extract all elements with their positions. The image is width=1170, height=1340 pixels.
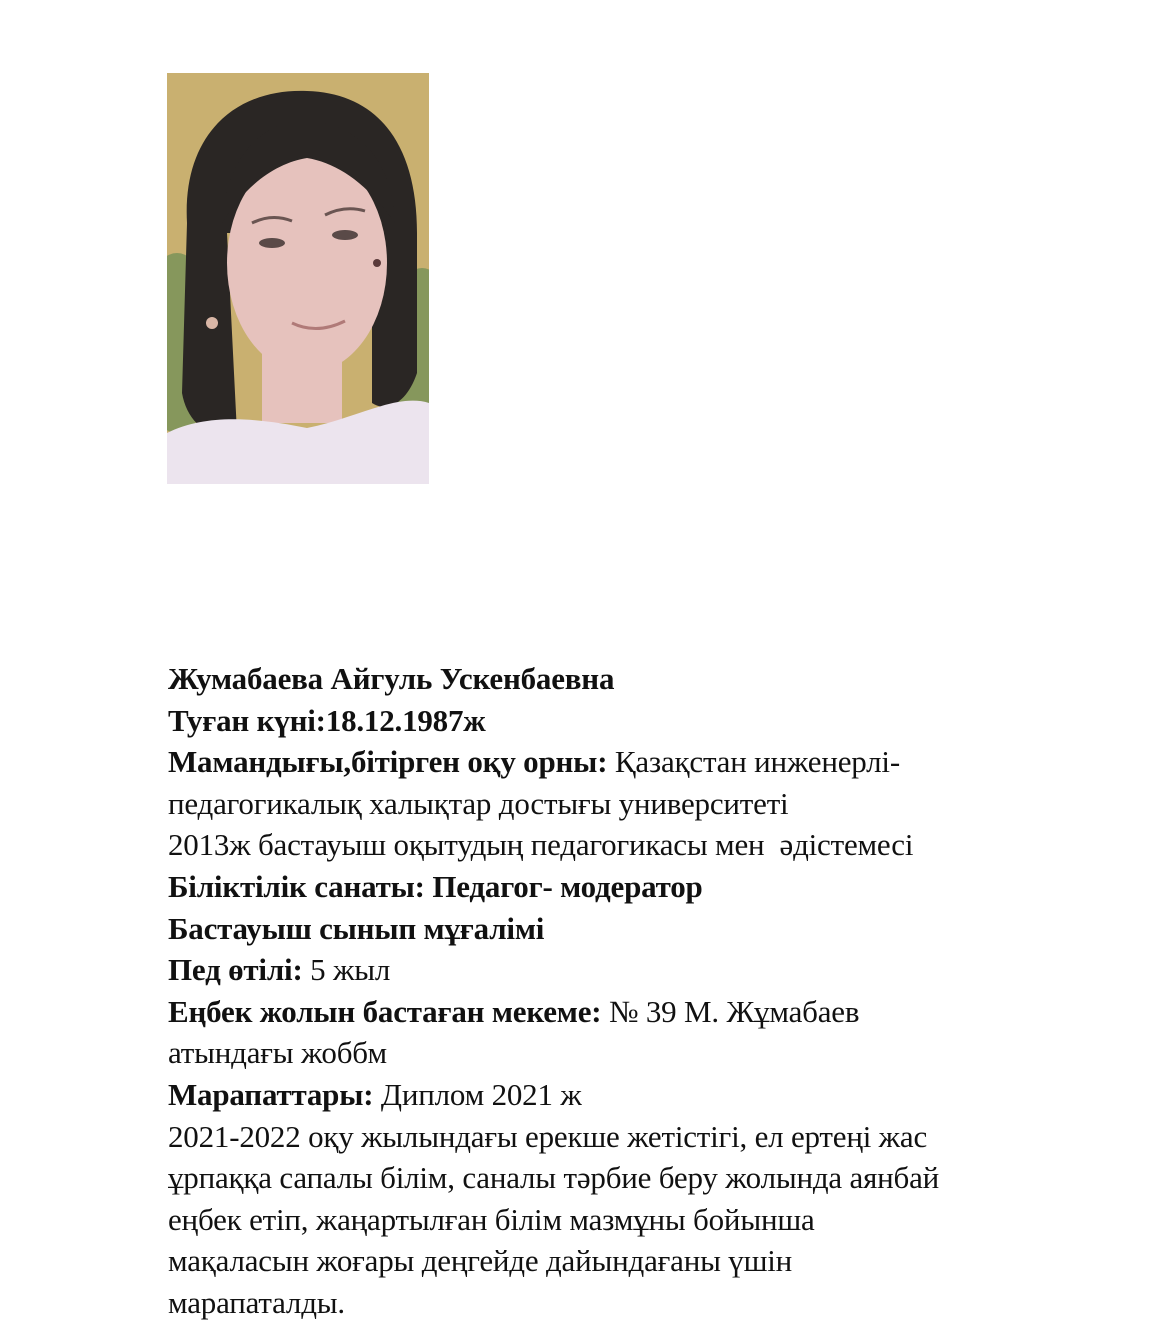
awards-value: Диплом 2021 ж (373, 1076, 582, 1112)
awards-text-line-3: еңбек етіп, жаңартылған білім мазмұны бойынша (168, 1201, 815, 1237)
awards-text-line-1: 2021-2022 оқу жылындағы ерекше жетістігі, ел ертеңі жас (168, 1118, 928, 1154)
education-value-line-3: 2013ж бастауыш оқытудың педагогикасы мен әдістемесі (168, 827, 914, 863)
birth-date-label: Туған күні: (168, 702, 326, 738)
awards-label: Марапаттары: (168, 1076, 374, 1112)
experience-label: Пед өтілі: (168, 952, 303, 988)
experience-value: 5 жыл (302, 952, 391, 988)
photo-right-eye (332, 230, 358, 240)
awards-text-line-2: ұрпаққа сапалы білім, саналы тәрбие беру жолында аянбай (168, 1160, 940, 1196)
birth-date-row (168, 700, 1128, 742)
profile-info (168, 658, 1128, 1324)
full-name: Жумабаева Айгуль Ускенбаевна (168, 661, 615, 696)
birth-date-value: 18.12.1987ж (325, 702, 486, 738)
portrait-image (167, 73, 429, 484)
photo-earring (206, 317, 218, 329)
photo-mole (373, 259, 381, 267)
education-value-line-2: педагогикалық халықтар достығы университеті (168, 785, 789, 821)
first-workplace-label: Еңбек жолын бастаған мекеме: (168, 993, 602, 1029)
experience-row (168, 949, 1128, 991)
first-workplace-value: № 39 М. Жұмабаев (601, 993, 860, 1029)
awards-text-line-5: марапаталды. (168, 1284, 345, 1320)
qualification-label: Біліктілік санаты: (168, 868, 425, 904)
profile-photo (167, 73, 429, 484)
awards-text-line-4: мақаласын жоғары деңгейде дайындағаны үшін (168, 1243, 793, 1279)
first-workplace-value-line-2: атындағы жоббм (168, 1035, 387, 1071)
awards-row (168, 1074, 1128, 1116)
photo-left-eye (259, 238, 285, 248)
first-workplace-row (168, 991, 1128, 1033)
qualification-value: Педагог- модератор (424, 868, 703, 904)
education-label: Мамандығы,бітірген оқу орны: (168, 744, 608, 780)
qualification-row (168, 866, 1128, 908)
education-row (168, 741, 1128, 783)
position-title: Бастауыш сынып мұғалімі (168, 910, 545, 946)
education-value: Қазақстан инженерлі- (607, 744, 900, 780)
